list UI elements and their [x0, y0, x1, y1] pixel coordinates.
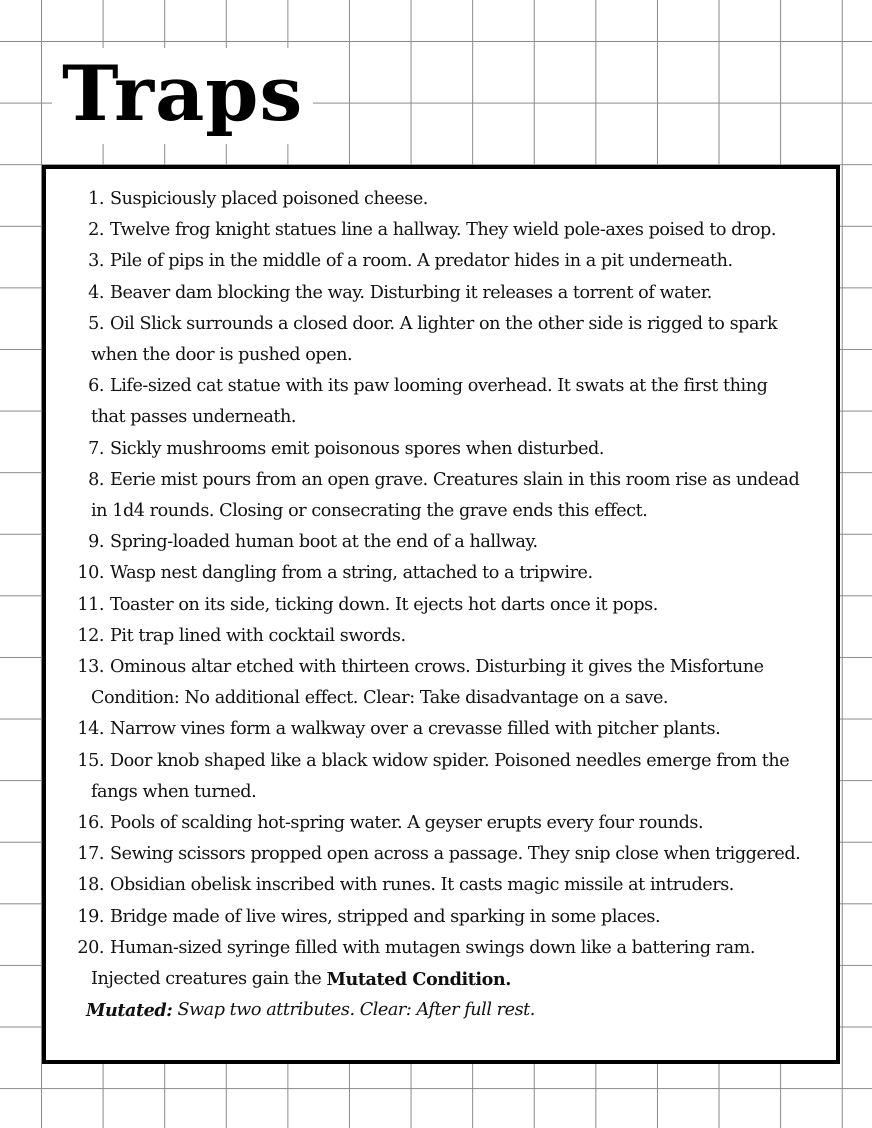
list-item: 20. Human-sized syringe filled with mutagen swings down like a battering ram.: [77, 937, 756, 958]
list-item: 4. Beaver dam blocking the way. Disturbing it releases a torrent of water.: [88, 282, 712, 303]
list-item: 2. Twelve frog knight statues line a hallway. They wield pole-axes poised to drop.: [88, 220, 776, 241]
list-item: 10. Wasp nest dangling from a string, attached to a tripwire.: [77, 563, 593, 584]
list-item: 15. Door knob shaped like a black widow spider. Poisoned needles emerge from the: [77, 750, 790, 771]
list-item: 9. Spring-loaded human boot at the end of a hallway.: [88, 532, 538, 553]
title-box: [52, 48, 313, 144]
list-item: 16. Pools of scalding hot-spring water. A geyser erupts every four rounds.: [77, 813, 704, 834]
list-item: 6. Life-sized cat statue with its paw looming overhead. It swats at the first thing: [88, 376, 768, 397]
list-item: 1. Suspiciously placed poisoned cheese.: [88, 189, 428, 209]
list-item: 12. Pit trap lined with cocktail swords.: [77, 625, 406, 646]
list-item: 18. Obsidian obelisk inscribed with runes. It casts magic missile at intruders.: [77, 875, 734, 896]
traps-panel: [42, 165, 840, 1064]
list-item-continuation: fangs when turned.: [91, 781, 257, 802]
traps-list: [60, 184, 826, 1026]
list-item: 7. Sickly mushrooms emit poisonous spores when disturbed.: [88, 438, 605, 459]
list-item: 11. Toaster on its side, ticking down. It ejects hot darts once it pops.: [77, 594, 658, 615]
list-item: 13. Ominous altar etched with thirteen crows. Disturbing it gives the Misfortune: [77, 657, 764, 678]
list-item: 19. Bridge made of live wires, stripped and sparking in some places.: [77, 906, 661, 927]
list-item: 17. Sewing scissors propped open across a passage. They snip close when triggered.: [77, 844, 801, 865]
page-title: Traps: [62, 49, 304, 138]
list-item-continuation: that passes underneath.: [91, 407, 297, 428]
list-item-continuation: Injected creatures gain the Mutated Condition.: [60, 964, 826, 995]
mutated-condition-label: Mutated Condition.: [326, 969, 511, 991]
list-item-continuation: in 1d4 rounds. Closing or consecrating the grave ends this effect.: [91, 501, 648, 522]
mutated-condition-effect: Mutated: Swap two attributes. Clear: After full rest.: [60, 995, 826, 1026]
list-item-continuation: Condition: No additional effect. Clear: Take disadvantage on a save.: [91, 688, 669, 709]
list-item: 8. Eerie mist pours from an open grave. Creatures slain in this room rise as undead: [88, 469, 800, 490]
list-item-continuation: when the door is pushed open.: [91, 345, 353, 366]
mutated-label: Mutated:: [86, 1000, 173, 1022]
list-item: 14. Narrow vines form a walkway over a crevasse filled with pitcher plants.: [77, 719, 721, 740]
list-item: 3. Pile of pips in the middle of a room. A predator hides in a pit underneath.: [88, 251, 733, 272]
list-item: 5. Oil Slick surrounds a closed door. A lighter on the other side is rigged to spark: [88, 313, 778, 334]
